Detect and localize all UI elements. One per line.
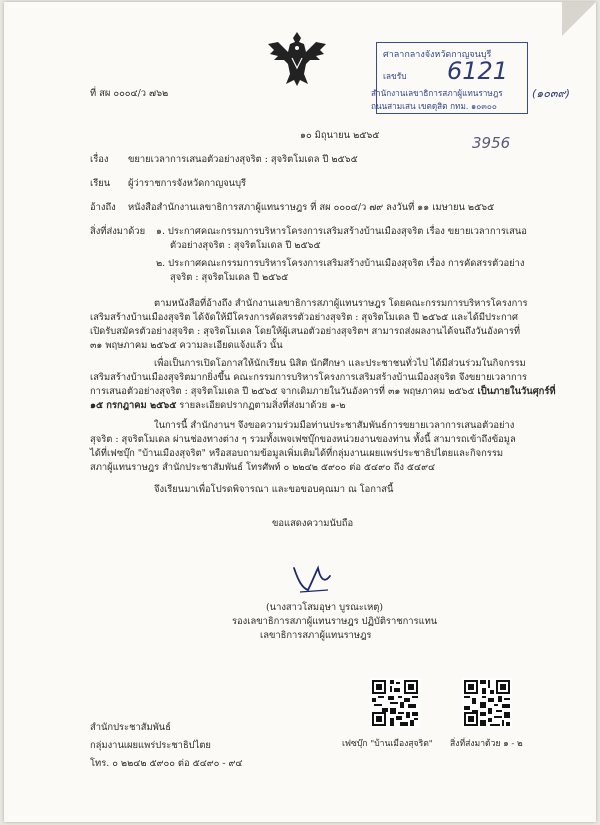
paragraph-3-line3: ได้ที่เฟซบุ๊ก "บ้านเมืองสุจริต" หรือสอบถามข้อมูลเพิ่มเติมได้ที่กลุ่มงานเผยแพร่ประชาธิปไตยและกิจกรรม xyxy=(90,448,504,459)
closing-request: จึงเรียนมาเพื่อโปรดพิจารณา และขอขอบคุณมา ณ โอกาสนี้ xyxy=(154,484,394,495)
enclosure-label: สิ่งที่ส่งมาด้วย xyxy=(90,226,146,237)
document-page xyxy=(4,2,596,822)
stamp-title: ศาลากลางจังหวัดกาญจนบุรี xyxy=(383,50,492,60)
subject-label: เรื่อง xyxy=(90,154,109,165)
paragraph-2-line4 xyxy=(90,400,345,412)
qr-code-facebook-icon xyxy=(370,678,420,728)
receipt-stamp xyxy=(371,42,528,114)
paragraph-2-line2: เสริมสร้างบ้านเมืองสุจริตมากยิ่งขึ้น คณะกรรมการบริหารโครงการเสริมสร้างบ้านเมืองสุจริต จึงขยายเวลาการ xyxy=(90,372,528,383)
paragraph-2-line3-text: การเสนอตัวอย่างสุจริต : สุจริตโมเดล ปี ๒๕๖๕ จากเดิมภายในวันอังคารที่ ๓๑ พฤษภาคม ๒๕๖๕ xyxy=(90,386,475,397)
new-deadline-date: ๑๕ กรกฎาคม ๒๕๖๕ xyxy=(90,400,177,411)
paragraph-2-new-deadline-intro: เป็นภายในวันศุกร์ที่ xyxy=(477,386,556,397)
reference-label: อ้างถึง xyxy=(90,202,116,213)
document-number: ที่ สผ ๐๐๐๔/ว ๗๖๒ xyxy=(90,88,169,99)
enclosure-1-line1: ๑. ประกาศคณะกรรมการบริหารโครงการเสริมสร้างบ้านเมืองสุจริต เรื่อง ขยายเวลาการเสนอ xyxy=(156,226,527,237)
footer-telephone: โทร. ๐ ๒๒๔๒ ๕๙๐๐ ต่อ ๕๔๙๐ - ๙๔ xyxy=(90,758,243,769)
stamp-received-number: 6121 xyxy=(447,57,509,85)
document-date: ๑๐ มิถุนายน ๒๕๖๕ xyxy=(300,130,380,141)
qr-enclosures-caption: สิ่งที่ส่งมาด้วย ๑ - ๒ xyxy=(450,739,523,749)
signature-icon xyxy=(288,562,336,598)
paragraph-3-line1: ในการนี้ สำนักงานฯ จึงขอความร่วมมือท่านประชาสัมพันธ์การขยายเวลาการเสนอตัวอย่าง xyxy=(154,420,515,431)
qr-facebook-caption: เฟซบุ๊ก "บ้านเมืองสุจริต" xyxy=(342,739,433,749)
subject-text: ขยายเวลาการเสนอตัวอย่างสุจริต : สุจริตโมเดล ปี ๒๕๖๕ xyxy=(128,154,358,165)
paragraph-1-line4: ๓๑ พฤษภาคม ๒๕๖๕ ความละเอียดแจ้งแล้ว นั้น xyxy=(90,340,283,351)
enclosure-2-line2: สุจริต : สุจริตโมเดล ปี ๒๕๖๕ xyxy=(170,272,289,283)
paragraph-1-line1: ตามหนังสือที่อ้างถึง สำนักงานเลขาธิการสภาผู้แทนราษฎร โดยคณะกรรมการบริหารโครงการ xyxy=(154,298,528,309)
to-label: เรียน xyxy=(90,178,111,189)
enclosure-2-line1: ๒. ประกาศคณะกรรมการบริหารโครงการเสริมสร้างบ้านเมืองสุจริต เรื่อง การคัดสรรตัวอย่าง xyxy=(156,258,525,269)
enclosure-1-line2: ตัวอย่างสุจริต : สุจริตโมเดล ปี ๒๕๖๕ xyxy=(170,240,321,251)
stamp-office-line1: สำนักงานเลขาธิการสภาผู้แทนราษฎร xyxy=(371,88,503,98)
to-text: ผู้ว่าราชการจังหวัดกาญจนบุรี xyxy=(128,178,247,189)
paragraph-2-line1: เพื่อเป็นการเปิดโอกาสให้นักเรียน นิสิต นักศึกษา และประชาชนทั่วไป ได้มีส่วนร่วมในกิจกรรม xyxy=(154,358,526,369)
signer-title-line1: รองเลขาธิการสภาผู้แทนราษฎร ปฏิบัติราชการแทน xyxy=(232,616,438,627)
signer-title-line2: เลขาธิการสภาผู้แทนราษฎร xyxy=(260,630,372,641)
paragraph-1-line3: เปิดรับสมัครตัวอย่างสุจริต : สุจริตโมเดล โดยให้ผู้เสนอตัวอย่างสุจริตฯ สามารถส่งผลงานได้จนถึงวันอังคารที่ xyxy=(90,326,521,337)
paragraph-3-line4: สภาผู้แทนราษฎร สำนักประชาสัมพันธ์ โทรศัพท์ ๐ ๒๒๔๒ ๕๙๐๐ ต่อ ๕๔๙๐ ถึง ๕๔๙๔ xyxy=(90,462,436,473)
closing-regards: ขอแสดงความนับถือ xyxy=(272,518,354,529)
footer-group: กลุ่มงานเผยแพร่ประชาธิปไตย xyxy=(90,740,211,751)
reference-text: หนังสือสำนักงานเลขาธิการสภาผู้แทนราษฎร ที่ สผ ๐๐๐๔/ว ๗๙ ลงวันที่ ๑๑ เมษายน ๒๕๖๕ xyxy=(128,202,495,213)
paragraph-3-line2: สุจริต : สุจริตโมเดล ผ่านช่องทางต่าง ๆ รวมทั้งเพจเฟซบุ๊กของหน่วยงานของท่าน ทั้งนี้ สามารถเข้าถึงข้อมูล xyxy=(90,434,516,445)
footer-department: สำนักประชาสัมพันธ์ xyxy=(90,722,171,733)
paragraph-2-line4-text: รายละเอียดปรากฏตามสิ่งที่ส่งมาด้วย ๑-๒ xyxy=(179,400,346,411)
stamp-office-line2: ถนนสามเสน เขตดุสิต กทม. ๑๐๓๐๐ xyxy=(371,101,497,111)
page-fold-corner xyxy=(562,2,596,36)
paragraph-1-line2: เสริมสร้างบ้านเมืองสุจริต ได้จัดให้มีโครงการคัดสรรตัวอย่างสุจริต : สุจริตโมเดล ปี ๒๕๖๕ และได้มีประกาศ xyxy=(90,312,518,323)
margin-handwritten-note: (๑๐๓๙) xyxy=(532,87,570,100)
signer-name: (นางสาวโสมอุษา บูรณะเหตุ) xyxy=(266,602,383,613)
stamp-received-label: เลขรับ xyxy=(383,71,407,81)
paragraph-2-line3 xyxy=(90,386,556,398)
qr-code-enclosures-icon xyxy=(462,678,512,728)
garuda-emblem-icon xyxy=(266,28,328,88)
handwritten-number: 3956 xyxy=(472,134,511,152)
